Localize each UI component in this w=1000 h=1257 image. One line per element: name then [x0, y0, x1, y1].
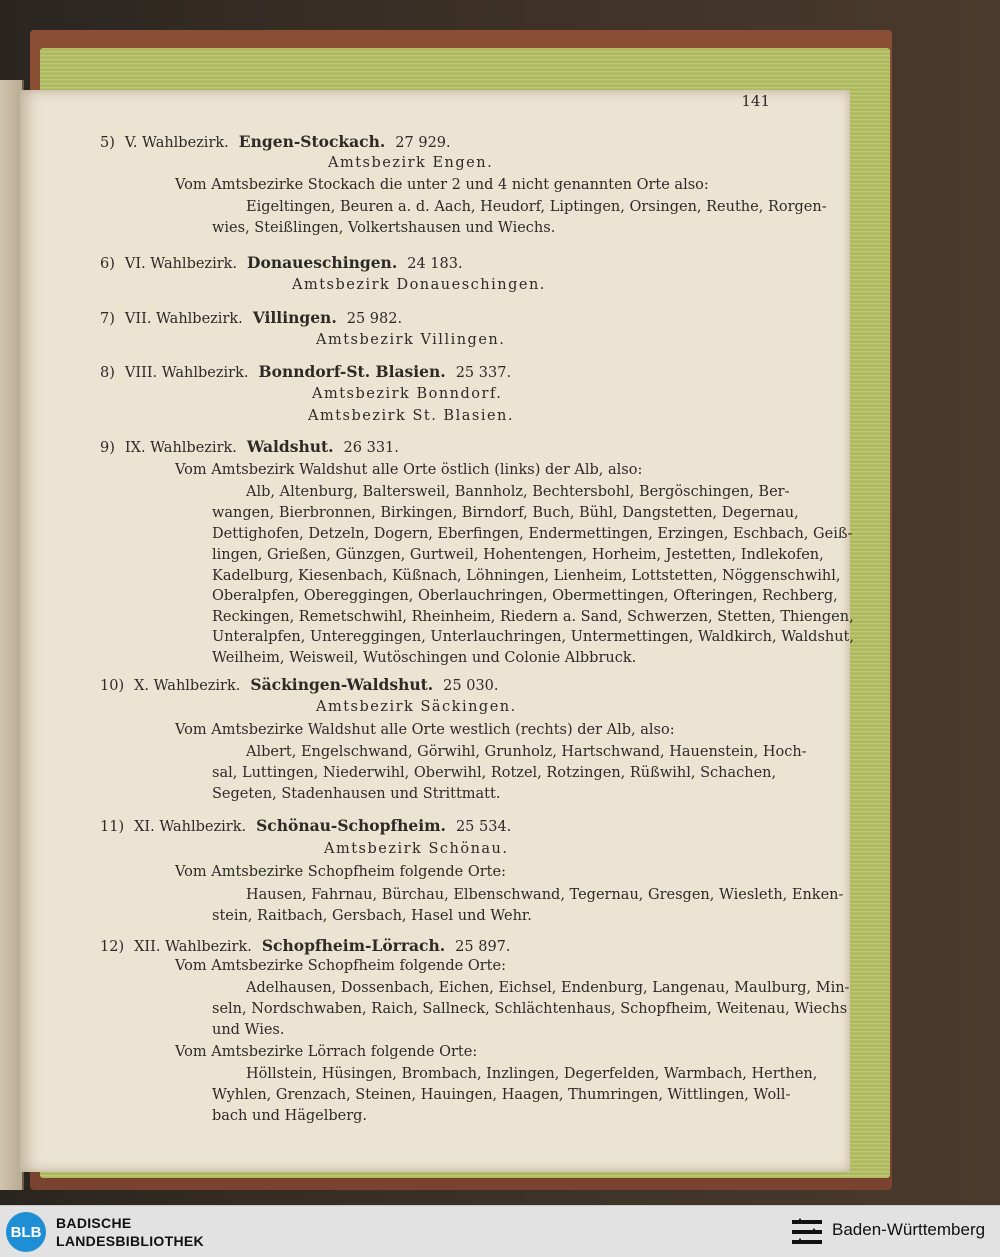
text-line: Höllstein, Hüsingen, Brombach, Inzlingen, Degerfelden, Warmbach, Herthen, [246, 1066, 818, 1082]
text-line: Amtsbezirk Engen. [328, 155, 494, 171]
text-line: seln, Nordschwaben, Raich, Sallneck, Schlächtenhaus, Schopfheim, Weitenau, Wiechs [212, 1001, 848, 1017]
text-line: Wyhlen, Grenzach, Steinen, Hauingen, Haagen, Thumringen, Wittlingen, Woll- [212, 1087, 791, 1103]
text-line: Adelhausen, Dossenbach, Eichen, Eichsel, Endenburg, Langenau, Maulburg, Min- [246, 980, 850, 996]
baden-wuerttemberg-lions-icon [790, 1216, 824, 1248]
district-heading: 11) XI. Wahlbezirk. Schönau-Schopfheim. 25 534. [100, 816, 512, 835]
text-line: Hausen, Fahrnau, Bürchau, Elbenschwand, Tegernau, Gresgen, Wiesleth, Enken- [246, 887, 844, 903]
text-line: Amtsbezirk Säckingen. [316, 699, 517, 715]
district-heading: 12) XII. Wahlbezirk. Schopfheim-Lörrach. 25 897. [100, 936, 511, 955]
text-line: wangen, Bierbronnen, Birkingen, Birndorf, Buch, Bühl, Dangstetten, Degernau, [212, 505, 799, 521]
text-line: Vom Amtsbezirke Waldshut alle Orte westlich (rechts) der Alb, also: [175, 722, 675, 738]
text-line: Reckingen, Remetschwihl, Rheinheim, Riedern a. Sand, Schwerzen, Stetten, Thiengen, [212, 609, 854, 625]
text-line: Kadelburg, Kiesenbach, Küßnach, Löhningen, Lienheim, Lottstetten, Nöggenschwihl, [212, 568, 841, 584]
text-line: Oberalpfen, Obereggingen, Oberlauchringen, Obermettingen, Ofteringen, Rechberg, [212, 588, 838, 604]
blb-logo[interactable]: BLB [6, 1212, 46, 1252]
text-line: sal, Luttingen, Niederwihl, Oberwihl, Rotzel, Rotzingen, Rüßwihl, Schachen, [212, 765, 777, 781]
text-line: Amtsbezirk St. Blasien. [308, 408, 514, 424]
page-number: 141 [741, 92, 770, 110]
text-line: und Wies. [212, 1022, 285, 1038]
text-line: Amtsbezirk Donaueschingen. [292, 277, 546, 293]
district-heading: 7) VII. Wahlbezirk. Villingen. 25 982. [100, 308, 403, 327]
text-line: Vom Amtsbezirke Stockach die unter 2 und 4 nicht genannten Orte also: [175, 177, 709, 193]
text-line: Amtsbezirk Schönau. [324, 841, 509, 857]
text-line: Weilheim, Weisweil, Wutöschingen und Colonie Albbruck. [212, 650, 637, 666]
text-line: lingen, Grießen, Günzgen, Gurtweil, Hohentengen, Horheim, Jestetten, Indlekofen, [212, 547, 824, 563]
text-line: Dettighofen, Detzeln, Dogern, Eberfingen, Endermettingen, Erzingen, Eschbach, Geiß- [212, 526, 853, 542]
text-line: Amtsbezirk Villingen. [316, 332, 506, 348]
text-line: Vom Amtsbezirke Lörrach folgende Orte: [175, 1044, 478, 1060]
library-name-line2: LANDESBIBLIOTHEK [56, 1233, 204, 1249]
text-line: Alb, Altenburg, Baltersweil, Bannholz, Bechtersbohl, Bergöschingen, Ber- [246, 484, 790, 500]
text-line: bach und Hägelberg. [212, 1108, 368, 1124]
text-line: Eigeltingen, Beuren a. d. Aach, Heudorf, Liptingen, Orsingen, Reuthe, Rorgen- [246, 199, 827, 215]
text-line: wies, Steißlingen, Volkertshausen und Wiechs. [212, 220, 556, 236]
district-heading: 9) IX. Wahlbezirk. Waldshut. 26 331. [100, 437, 399, 456]
text-line: stein, Raitbach, Gersbach, Hasel und Wehr. [212, 908, 532, 924]
district-heading: 8) VIII. Wahlbezirk. Bonndorf-St. Blasien. 25 337. [100, 362, 512, 381]
text-line: Vom Amtsbezirk Waldshut alle Orte östlich (links) der Alb, also: [175, 462, 643, 478]
book-page [20, 90, 854, 1172]
footer-bar [0, 1205, 1000, 1257]
text-line: Amtsbezirk Bonndorf. [312, 386, 503, 402]
district-heading: 10) X. Wahlbezirk. Säckingen-Waldshut. 25 030. [100, 675, 499, 694]
library-name-line1: BADISCHE [56, 1215, 132, 1231]
text-line: Vom Amtsbezirke Schopfheim folgende Orte: [175, 958, 506, 974]
district-heading: 6) VI. Wahlbezirk. Donaueschingen. 24 183. [100, 253, 463, 272]
text-line: Vom Amtsbezirke Schopfheim folgende Orte: [175, 864, 506, 880]
text-line: Unteralpfen, Untereggingen, Unterlauchringen, Untermettingen, Waldkirch, Waldshut, [212, 629, 854, 645]
text-line: Albert, Engelschwand, Görwihl, Grunholz, Hartschwand, Hauenstein, Hoch- [246, 744, 807, 760]
baden-wuerttemberg-label: Baden-Württemberg [832, 1220, 986, 1239]
text-line: Segeten, Stadenhausen und Strittmatt. [212, 786, 501, 802]
district-heading: 5) V. Wahlbezirk. Engen-Stockach. 27 929. [100, 132, 451, 151]
